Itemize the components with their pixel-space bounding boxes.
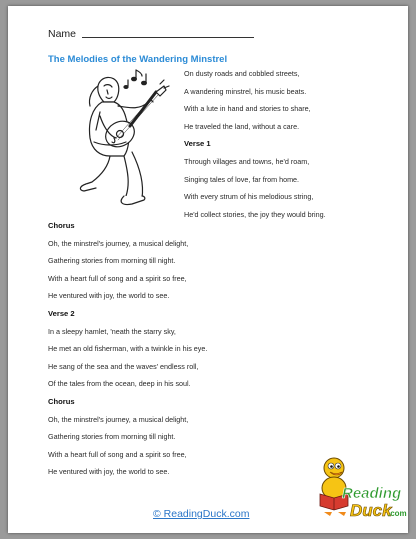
- poem-line: Of the tales from the ocean, deep in his soul.: [48, 379, 191, 389]
- section-heading-verse-1: Verse 1: [184, 139, 211, 149]
- poem-line: On dusty roads and cobbled streets,: [184, 69, 300, 78]
- poem-line: He traveled the land, without a care.: [184, 121, 300, 131]
- worksheet-page: [8, 6, 408, 533]
- poem-line: Through villages and towns, he'd roam,: [184, 156, 310, 166]
- readingduck-footer-link[interactable]: © ReadingDuck.com: [153, 508, 250, 520]
- poem-title: The Melodies of the Wandering Minstrel: [48, 54, 228, 65]
- poem-line: Oh, the minstrel's journey, a musical delight,: [48, 238, 189, 248]
- poem-opening-block: [184, 69, 404, 227]
- section-heading-chorus: Chorus: [48, 221, 75, 230]
- name-label: Name: [48, 28, 77, 40]
- poem-line: With a lute in hand and stories to share,: [184, 104, 311, 114]
- poem-body-block: [48, 221, 398, 485]
- poem-line: A wandering minstrel, his music beats.: [184, 86, 307, 96]
- poem-line: With every strum of his melodious string,: [184, 192, 314, 202]
- name-field[interactable]: [48, 28, 254, 40]
- poem-line: He ventured with joy, the world to see.: [48, 291, 170, 301]
- poem-line: Gathering stories from morning till night.: [48, 256, 176, 266]
- logo-wordmark-reading: Reading: [342, 485, 402, 502]
- poem-line: Singing tales of love, far from home.: [184, 174, 300, 184]
- minstrel-playing-lute-illustration: [70, 72, 174, 212]
- poem-line: He sang of the sea and the waves' endless roll,: [48, 361, 199, 371]
- logo-wordmark-duck: Duck: [350, 501, 392, 520]
- section-heading-verse-2: Verse 2: [48, 308, 75, 318]
- reading-duck-logo: [304, 454, 407, 530]
- poem-line: Oh, the minstrel's journey, a musical delight,: [48, 414, 189, 424]
- poem-line: He ventured with joy, the world to see.: [48, 467, 170, 477]
- logo-wordmark-suffix: .com: [388, 509, 407, 518]
- section-heading-chorus: Chorus: [48, 396, 75, 406]
- poem-line: In a sleepy hamlet, 'neath the starry sky,: [48, 326, 176, 336]
- poem-line: Gathering stories from morning till night.: [48, 432, 176, 442]
- name-blank-line[interactable]: [82, 36, 254, 38]
- poem-line: He'd collect stories, the joy they would bring.: [184, 209, 326, 219]
- poem-line: With a heart full of song and a spirit so free,: [48, 273, 187, 283]
- poem-line: With a heart full of song and a spirit so free,: [48, 449, 187, 459]
- poem-line: He met an old fisherman, with a twinkle in his eye.: [48, 344, 208, 354]
